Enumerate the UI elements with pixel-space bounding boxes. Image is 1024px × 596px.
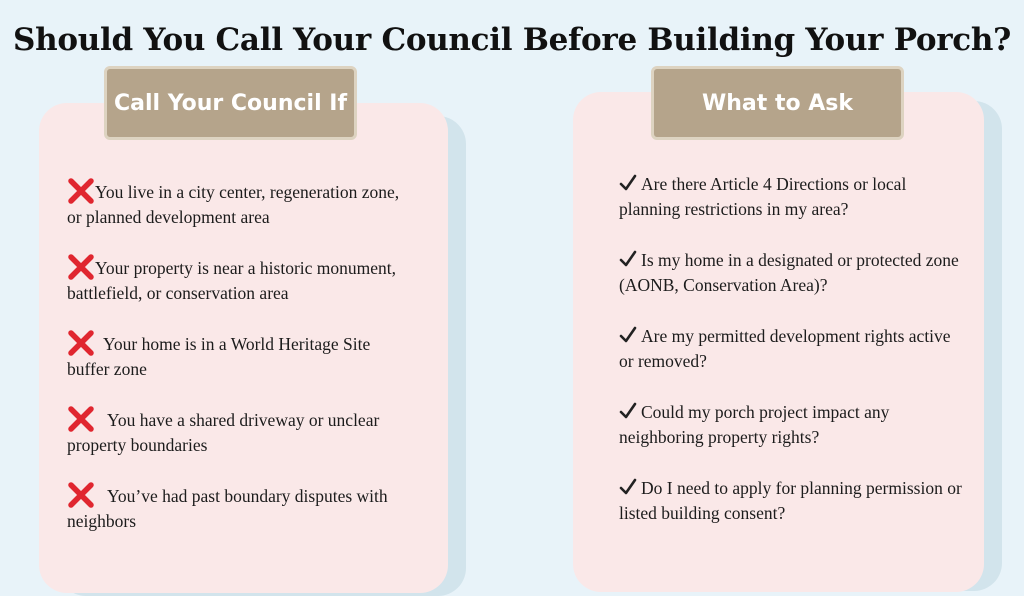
- checkmark-icon: [619, 402, 637, 420]
- checkmark-icon: [619, 478, 637, 496]
- list-item-text: You have a shared driveway or unclear property boundaries: [67, 410, 380, 455]
- right-card-heading: What to Ask: [651, 66, 904, 140]
- list-item-text: Your home is in a World Heritage Site buffer zone: [67, 334, 371, 379]
- list-item-text: Your property is near a historic monument, battlefield, or conservation area: [67, 258, 397, 303]
- list-item-text: You’ve had past boundary disputes with neighbors: [67, 486, 388, 531]
- list-item: [67, 178, 412, 230]
- list-item-text: Are there Article 4 Directions or local planning restrictions in my area?: [619, 174, 907, 219]
- list-item-text: Do I need to apply for planning permission or listed building consent?: [619, 478, 962, 523]
- list-item-text: Are my permitted development rights active or removed?: [619, 326, 951, 371]
- list-item: [619, 400, 964, 450]
- list-item: [67, 330, 412, 382]
- list-item: [67, 482, 412, 534]
- cross-icon: [67, 406, 95, 432]
- list-item-text: Could my porch project impact any neighboring property rights?: [619, 402, 890, 447]
- list-item: [619, 476, 964, 526]
- cross-icon: [67, 482, 95, 508]
- list-item: [619, 324, 964, 374]
- checkmark-icon: [619, 326, 637, 344]
- list-item-text: Is my home in a designated or protected zone (AONB, Conservation Area)?: [619, 250, 959, 295]
- list-item-text: You live in a city center, regeneration zone, or planned development area: [67, 182, 400, 227]
- list-item: [619, 248, 964, 298]
- list-item: [619, 172, 964, 222]
- checkmark-icon: [619, 250, 637, 268]
- left-card-heading: Call Your Council If: [104, 66, 357, 140]
- page-title: Should You Call Your Council Before Building Your Porch?: [13, 22, 1011, 58]
- cross-icon: [67, 178, 95, 204]
- list-item: [67, 254, 412, 306]
- checkmark-icon: [619, 174, 637, 192]
- cross-icon: [67, 254, 95, 280]
- cross-icon: [67, 330, 95, 356]
- list-item: [67, 406, 412, 458]
